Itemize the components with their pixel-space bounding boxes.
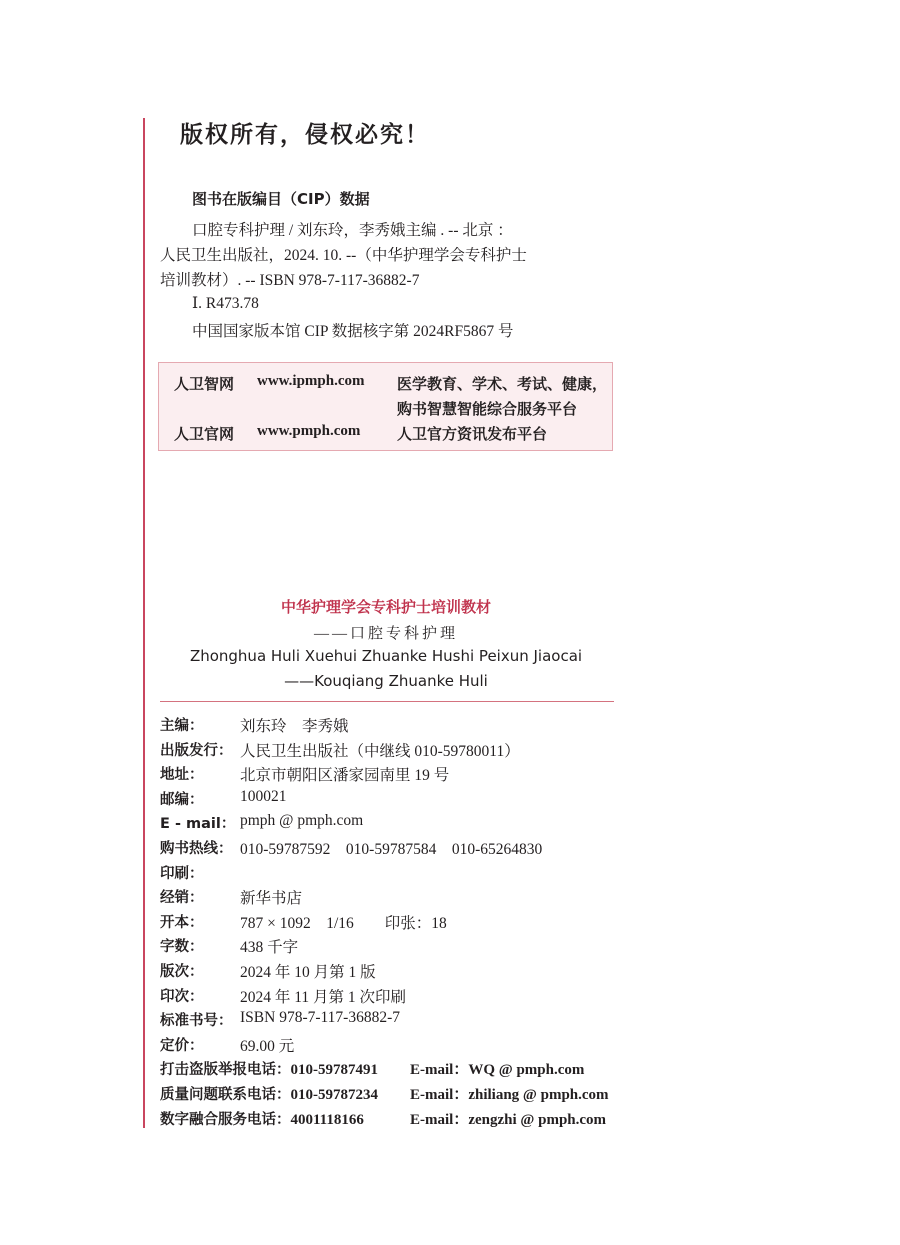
info-label: 标准书号： xyxy=(160,1013,233,1030)
info-value: 100021 xyxy=(240,787,287,805)
website-info-box xyxy=(158,362,613,451)
info-value: 69.00 元 xyxy=(240,1037,295,1055)
contact-phone: 010-59787234 xyxy=(290,1087,378,1103)
contact-phone: 010-59787491 xyxy=(290,1062,378,1078)
info-label: 邮编： xyxy=(160,791,204,808)
contact-row xyxy=(160,1058,620,1080)
cip-line: 中国国家版本馆 CIP 数据核字第 2024RF5867 号 xyxy=(192,323,514,340)
left-margin-rule xyxy=(143,118,145,1128)
info-label: 开本： xyxy=(160,914,204,931)
info-value: 人民卫生出版社（中继线 010-59780011） xyxy=(240,742,520,760)
website-name: 人卫官网 xyxy=(174,425,235,443)
contact-email-link[interactable]: E-mail：zhiliang @ pmph.com xyxy=(410,1087,609,1103)
info-value: 438 千字 xyxy=(240,939,299,957)
info-value: 刘东玲 李秀娥 xyxy=(240,718,349,735)
info-label: 经销： xyxy=(160,890,204,907)
contact-email-link[interactable]: E-mail：WQ @ pmph.com xyxy=(410,1062,585,1078)
website-description: 购书智慧智能综合服务平台 xyxy=(397,400,578,418)
website-description: 医学教育、学术、考试、健康， xyxy=(397,375,608,393)
contact-label: 数字融合服务电话： xyxy=(160,1112,291,1128)
info-value: 北京市朝阳区潘家园南里 19 号 xyxy=(240,767,450,785)
divider xyxy=(160,701,614,702)
website-url-link[interactable]: www.ipmph.com xyxy=(257,373,365,389)
website-url-link[interactable]: www.pmph.com xyxy=(257,423,361,439)
contact-phone: 4001118166 xyxy=(290,1112,364,1128)
info-label: 主编： xyxy=(160,718,204,734)
info-label: 印刷： xyxy=(160,865,204,882)
cip-line: 人民卫生出版社，2024. 10. --（中华护理学会专科护士 xyxy=(160,247,527,264)
info-label: 印次： xyxy=(160,988,204,1005)
cip-heading: 图书在版编目（CIP）数据 xyxy=(192,190,370,208)
info-label: 定价： xyxy=(160,1037,204,1054)
series-subtitle: ——口腔专科护理 xyxy=(313,626,458,642)
contact-row xyxy=(160,1083,620,1105)
info-label: 地址： xyxy=(160,767,204,784)
cip-line: 培训教材）. -- ISBN 978-7-117-36882-7 xyxy=(160,272,420,289)
contact-email-link[interactable]: E-mail：zengzhi @ pmph.com xyxy=(410,1112,607,1128)
info-value: 010-59787592 010-59787584 010-65264830 xyxy=(240,841,543,858)
info-label: 字数： xyxy=(160,939,204,956)
info-label: E - mail： xyxy=(160,816,236,833)
copyright-notice: 版权所有，侵权必究！ xyxy=(180,122,430,148)
info-label: 购书热线： xyxy=(160,841,233,857)
cip-line: Ⅰ. R473.78 xyxy=(192,295,259,312)
series-title: 中华护理学会专科护士培训教材 xyxy=(280,598,491,616)
contact-label: 质量问题联系电话： xyxy=(160,1087,291,1103)
info-value: 2024 年 11 月第 1 次印刷 xyxy=(240,988,407,1006)
contact-label: 打击盗版举报电话： xyxy=(160,1062,291,1078)
info-value: 新华书店 xyxy=(240,890,303,908)
website-description: 人卫官方资讯发布平台 xyxy=(397,425,548,443)
series-title-pinyin: Zhonghua Huli Xuehui Zhuanke Hushi Peixun Jiaocai xyxy=(189,647,583,665)
info-value: pmph @ pmph.com xyxy=(240,812,364,830)
website-name: 人卫智网 xyxy=(174,375,235,393)
info-value: 2024 年 10 月第 1 版 xyxy=(240,964,376,981)
cip-line: 口腔专科护理 / 刘东玲，李秀娥主编 . -- 北京 ： xyxy=(192,222,513,239)
series-subtitle-pinyin: ——Kouqiang Zhuanke Huli xyxy=(284,672,488,690)
info-value: ISBN 978-7-117-36882-7 xyxy=(240,1009,401,1027)
contact-row xyxy=(160,1108,620,1130)
info-label: 出版发行： xyxy=(160,742,233,759)
info-value: 787 × 1092 1/16 印张：18 xyxy=(240,914,447,932)
info-label: 版次： xyxy=(160,964,204,980)
